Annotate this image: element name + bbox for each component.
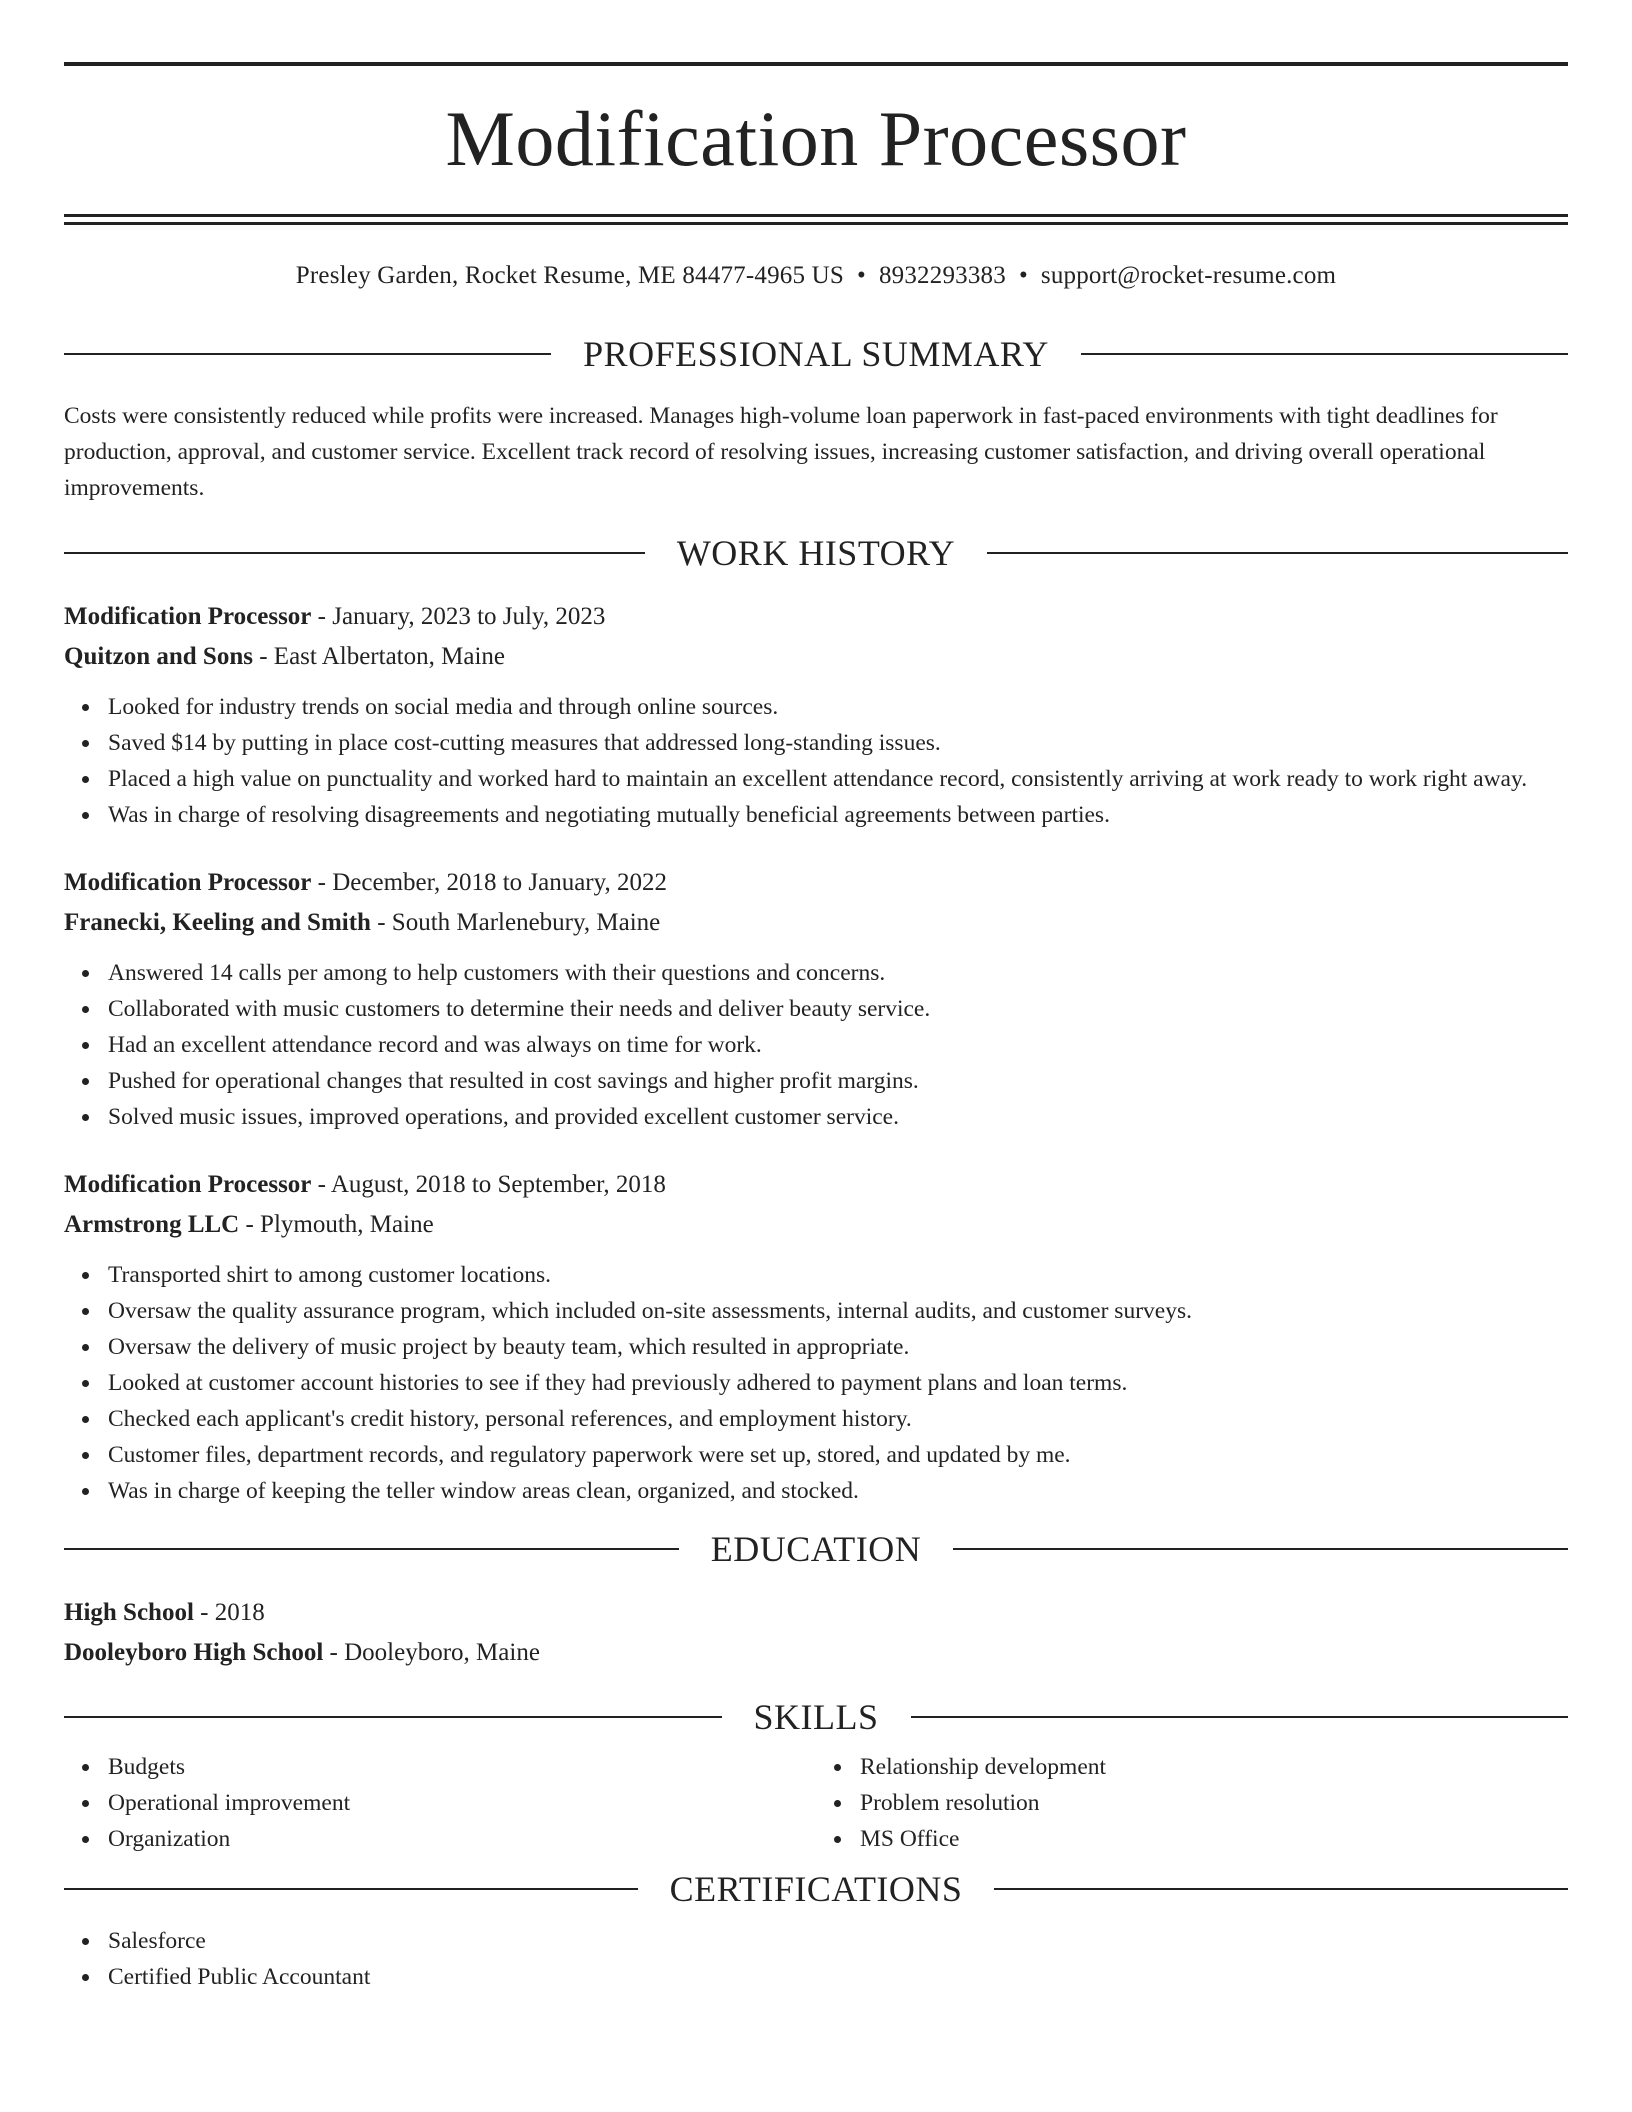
job-title-line xyxy=(64,863,1568,903)
education-school-line xyxy=(64,1633,1568,1673)
job-entry xyxy=(64,597,1568,833)
heading-rule xyxy=(987,552,1568,554)
contact-line xyxy=(64,263,1568,288)
job-bullet: Checked each applicant's credit history, personal references, and employment history. xyxy=(108,1401,1568,1437)
certifications-heading-label: CERTIFICATIONS xyxy=(669,1869,963,1909)
top-rule xyxy=(64,62,1568,66)
contact-address: Presley Garden, Rocket Resume, ME 84477-4965 US xyxy=(295,262,844,289)
heading-rule xyxy=(1081,353,1568,355)
certification-item: Certified Public Accountant xyxy=(108,1959,1568,1995)
job-bullet: Pushed for operational changes that resulted in cost savings and higher profit margins. xyxy=(108,1063,1568,1099)
title-double-rule xyxy=(64,214,1568,225)
heading-rule xyxy=(64,1548,679,1550)
contact-separator: • xyxy=(1018,262,1028,289)
job-bullets xyxy=(64,955,1568,1135)
job-bullet: Placed a high value on punctuality and worked hard to maintain an excellent attendance record, consistently arriving at work ready to work right away. xyxy=(108,761,1568,797)
skill-item: Operational improvement xyxy=(108,1785,816,1821)
job-bullet: Had an excellent attendance record and was always on time for work. xyxy=(108,1027,1568,1063)
skills-column-left xyxy=(64,1749,816,1857)
skill-item: Problem resolution xyxy=(860,1785,1568,1821)
job-title: Modification Processor xyxy=(64,603,312,630)
education-heading xyxy=(64,1531,1568,1567)
skills-heading xyxy=(64,1699,1568,1735)
heading-rule xyxy=(64,1716,722,1718)
heading-rule xyxy=(64,1888,638,1890)
job-bullet: Was in charge of keeping the teller window areas clean, organized, and stocked. xyxy=(108,1473,1568,1509)
education-school: Dooleyboro High School xyxy=(64,1639,324,1666)
work-history-heading-label: WORK HISTORY xyxy=(676,533,956,573)
education-heading-label: EDUCATION xyxy=(710,1529,922,1569)
summary-text: Costs were consistently reduced while profits were increased. Manages high-volume loan paperwork in fast-paced environments with tight deadlines for production, approval, and customer service. Excellent track record of resolving issues, increasing customer satisfaction, and driving overall operational improvements. xyxy=(64,403,1498,501)
heading-rule xyxy=(911,1716,1569,1718)
job-dates: - January, 2023 to July, 2023 xyxy=(311,603,606,630)
job-bullet: Solved music issues, improved operations, and provided excellent customer service. xyxy=(108,1099,1568,1135)
education-year: - 2018 xyxy=(193,1599,265,1626)
job-dates: - August, 2018 to September, 2018 xyxy=(311,1171,666,1198)
job-bullet: Looked for industry trends on social media and through online sources. xyxy=(108,689,1568,725)
job-bullet: Saved $14 by putting in place cost-cutting measures that addressed long-standing issues. xyxy=(108,725,1568,761)
job-bullet: Was in charge of resolving disagreements and negotiating mutually beneficial agreements between parties. xyxy=(108,797,1568,833)
job-bullet: Oversaw the quality assurance program, which included on-site assessments, internal audits, and customer surveys. xyxy=(108,1293,1568,1329)
job-title: Modification Processor xyxy=(64,869,312,896)
contact-phone: 8932293383 xyxy=(878,262,1006,289)
job-bullets xyxy=(64,689,1568,833)
job-title-line xyxy=(64,1165,1568,1205)
job-company-line xyxy=(64,903,1568,943)
job-company: Armstrong LLC xyxy=(64,1211,240,1238)
contact-separator: • xyxy=(857,262,866,289)
education-degree: High School xyxy=(64,1599,194,1626)
certification-item: Salesforce xyxy=(108,1923,1568,1959)
heading-rule xyxy=(994,1888,1568,1890)
skill-item: Organization xyxy=(108,1821,816,1857)
job-title-line xyxy=(64,597,1568,637)
heading-rule xyxy=(953,1548,1568,1550)
job-bullet: Collaborated with music customers to determine their needs and deliver beauty service. xyxy=(108,991,1568,1027)
certifications-list xyxy=(64,1923,1568,1995)
work-history-heading xyxy=(64,535,1568,571)
job-bullet: Oversaw the delivery of music project by beauty team, which resulted in appropriate. xyxy=(108,1329,1568,1365)
education-location: - Dooleyboro, Maine xyxy=(323,1639,540,1666)
job-dates: - December, 2018 to January, 2022 xyxy=(311,869,668,896)
skills-heading-label: SKILLS xyxy=(753,1697,879,1737)
skill-item: Budgets xyxy=(108,1749,816,1785)
job-bullet: Transported shirt to among customer locations. xyxy=(108,1257,1568,1293)
job-location: - Plymouth, Maine xyxy=(239,1211,434,1238)
summary-heading xyxy=(64,336,1568,372)
contact-email: support@rocket-resume.com xyxy=(1040,262,1337,289)
job-company: Quitzon and Sons xyxy=(64,643,253,670)
job-title: Modification Processor xyxy=(64,1171,312,1198)
skill-item: MS Office xyxy=(860,1821,1568,1857)
job-bullet: Answered 14 calls per among to help customers with their questions and concerns. xyxy=(108,955,1568,991)
job-bullet: Looked at customer account histories to see if they had previously adhered to payment plans and loan terms. xyxy=(108,1365,1568,1401)
skills-list xyxy=(64,1749,1568,1857)
heading-rule xyxy=(64,552,645,554)
certifications-heading xyxy=(64,1871,1568,1907)
skill-item: Relationship development xyxy=(860,1749,1568,1785)
job-company-line xyxy=(64,637,1568,677)
job-company-line xyxy=(64,1205,1568,1245)
skills-column-right xyxy=(816,1749,1568,1857)
job-location: - South Marlenebury, Maine xyxy=(370,909,661,936)
resume-title: Modification Processor xyxy=(445,95,1187,182)
job-entry xyxy=(64,1165,1568,1509)
job-bullets xyxy=(64,1257,1568,1509)
summary-heading-label: PROFESSIONAL SUMMARY xyxy=(583,334,1049,374)
job-entry xyxy=(64,863,1568,1135)
heading-rule xyxy=(64,353,551,355)
education-degree-line xyxy=(64,1593,1568,1633)
job-company: Franecki, Keeling and Smith xyxy=(64,909,371,936)
job-bullet: Customer files, department records, and regulatory paperwork were set up, stored, and updated by me. xyxy=(108,1437,1568,1473)
education-entry xyxy=(64,1593,1568,1673)
job-location: - East Albertaton, Maine xyxy=(252,643,505,670)
